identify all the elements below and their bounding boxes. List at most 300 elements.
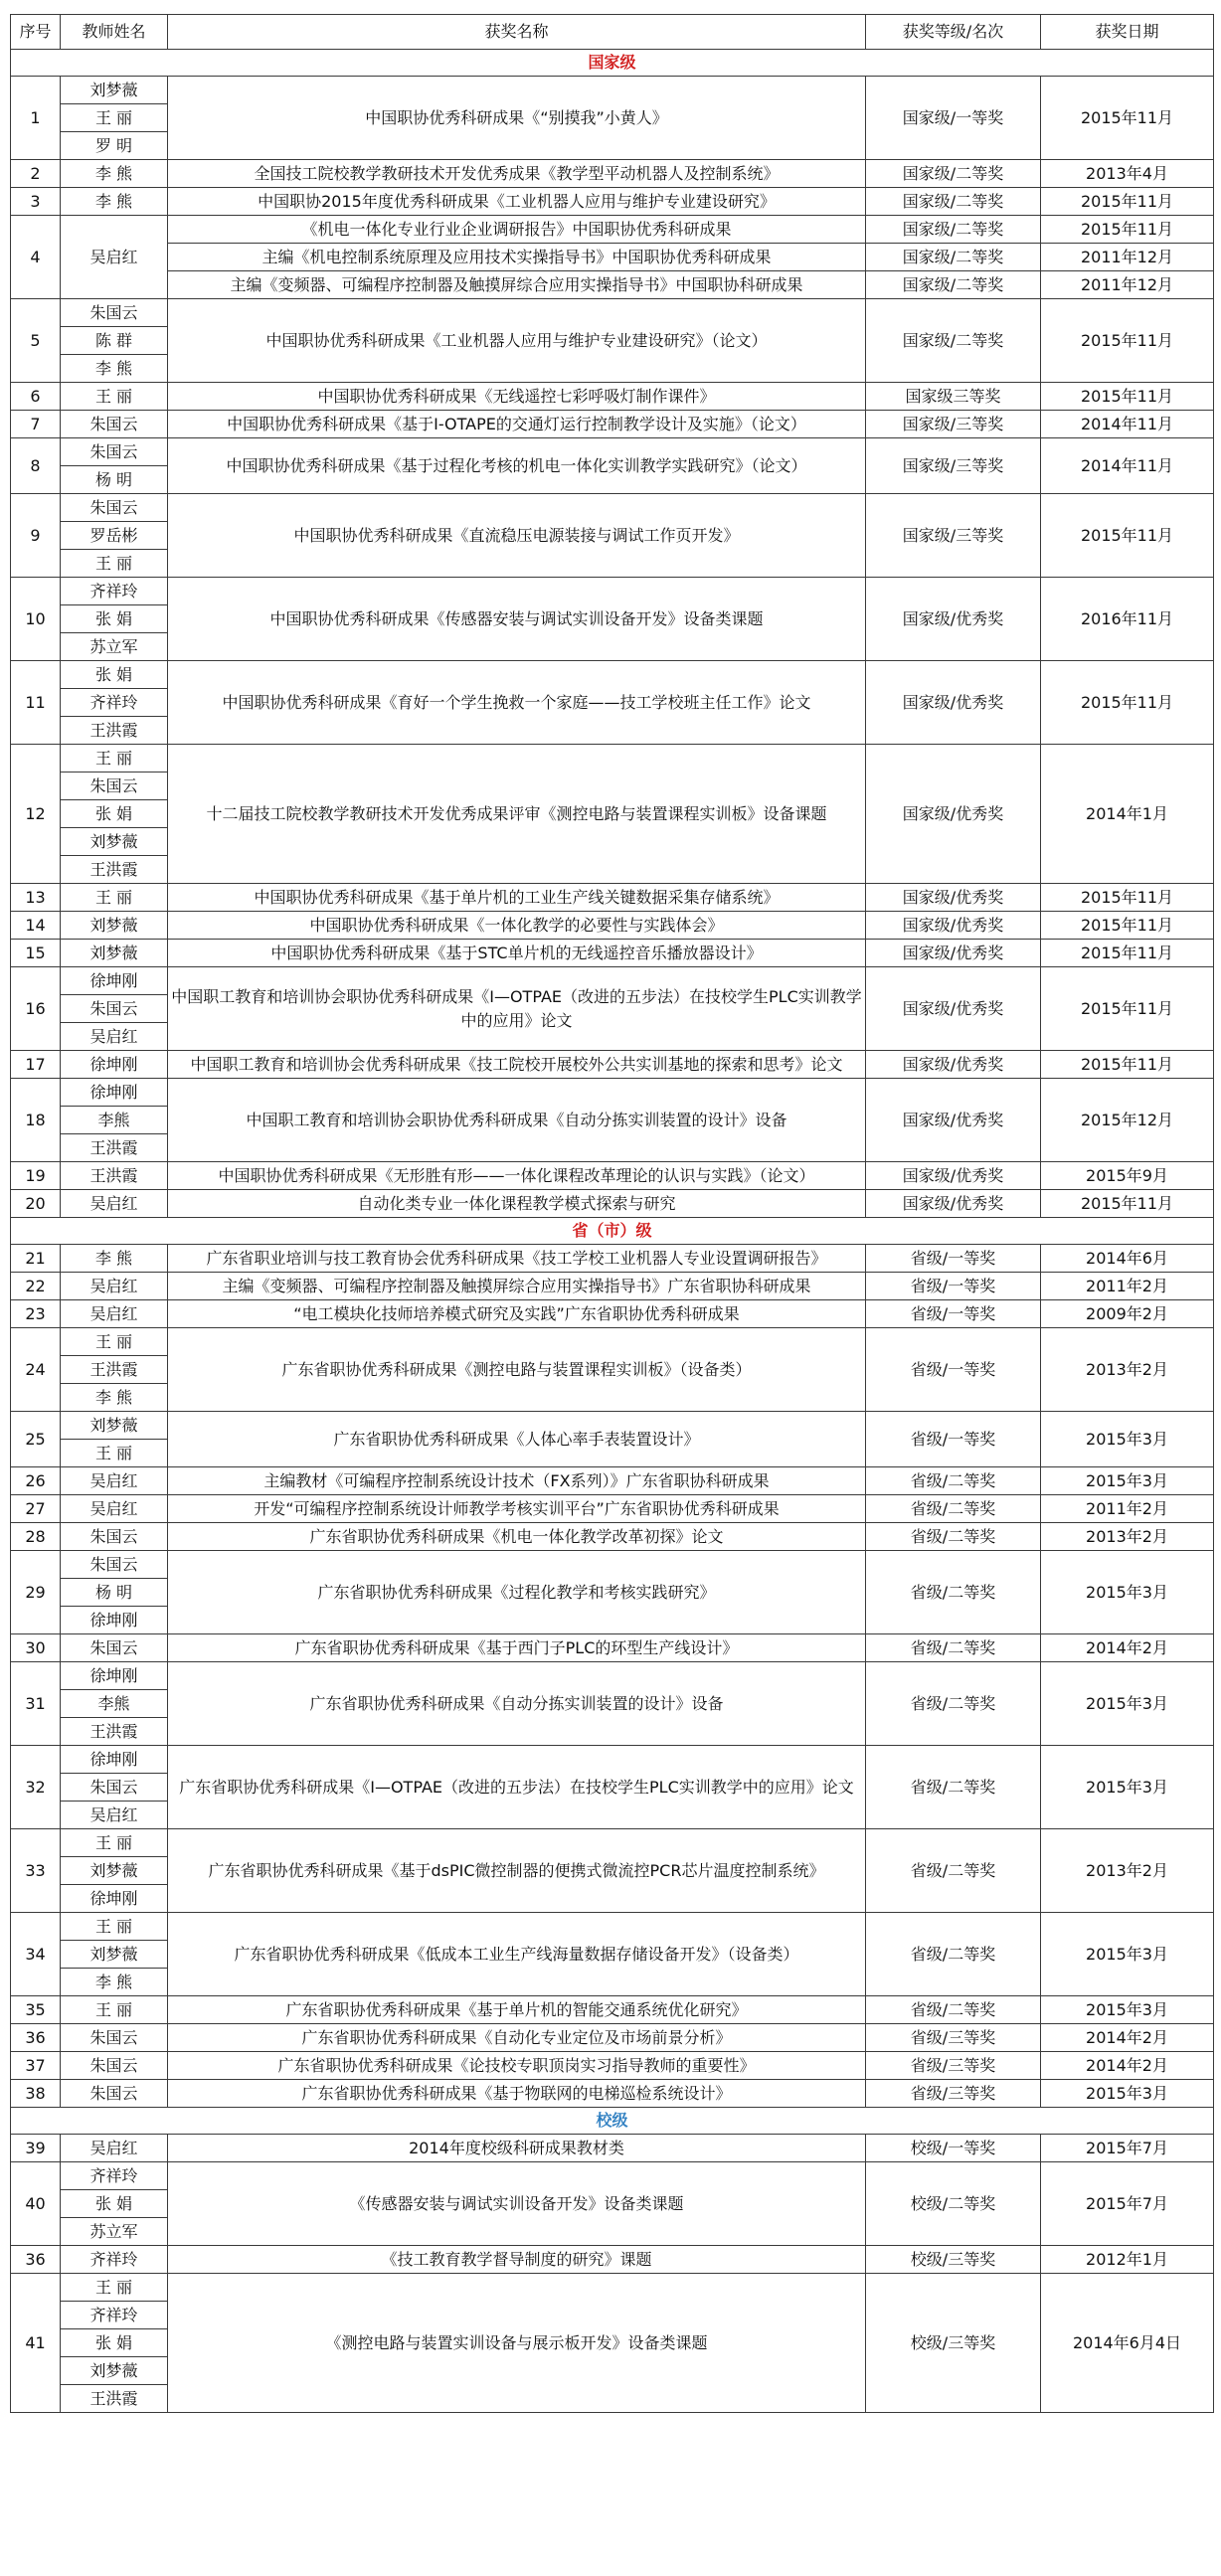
award-title: 主编《变频器、可编程序控制器及触摸屏综合应用实操指导书》广东省职协科研成果 [168, 1273, 866, 1300]
teacher-name: 李 熊 [61, 1384, 168, 1412]
teacher-name: 朱国云 [61, 2024, 168, 2052]
award-title: 中国职协优秀科研成果《一体化教学的必要性与实践体会》 [168, 912, 866, 940]
award-title: 全国技工院校教学教研技术开发优秀成果《教学型平动机器人及控制系统》 [168, 160, 866, 188]
award-level: 国家级/一等奖 [866, 77, 1041, 160]
teacher-name: 罗岳彬 [61, 522, 168, 550]
award-level: 校级/三等奖 [866, 2274, 1041, 2413]
table-row [11, 1273, 1214, 1300]
award-level: 省级/二等奖 [866, 1996, 1041, 2024]
award-title: 《测控电路与装置实训设备与展示板开发》设备类课题 [168, 2274, 866, 2413]
teacher-name: 刘梦薇 [61, 1857, 168, 1885]
award-level: 国家级/二等奖 [866, 216, 1041, 244]
section-header-row [11, 2108, 1214, 2135]
award-table-sheet [10, 14, 1213, 2413]
award-title: 中国职协优秀科研成果《基于单片机的工业生产线关键数据采集存储系统》 [168, 884, 866, 912]
award-level: 国家级/二等奖 [866, 244, 1041, 271]
table-row [11, 1467, 1214, 1495]
award-date: 2011年12月 [1041, 244, 1214, 271]
teacher-name: 王洪霞 [61, 856, 168, 884]
teacher-name: 王 丽 [61, 383, 168, 411]
award-level: 省级/二等奖 [866, 1662, 1041, 1746]
award-date: 2011年2月 [1041, 1495, 1214, 1523]
row-number: 18 [11, 1079, 61, 1162]
teacher-name: 吴启红 [61, 1495, 168, 1523]
teacher-name: 王 丽 [61, 745, 168, 773]
teacher-name: 李 熊 [61, 1969, 168, 1996]
row-number: 24 [11, 1328, 61, 1412]
award-date: 2015年3月 [1041, 1467, 1214, 1495]
teacher-name: 王 丽 [61, 550, 168, 578]
teacher-name: 苏立军 [61, 633, 168, 661]
award-title: 主编《机电控制系统原理及应用技术实操指导书》中国职协优秀科研成果 [168, 244, 866, 271]
teacher-name: 朱国云 [61, 411, 168, 438]
teacher-name: 吴启红 [61, 1023, 168, 1051]
award-table [10, 14, 1214, 2413]
table-row [11, 2052, 1214, 2080]
award-title: 中国职协优秀科研成果《“别摸我”小黄人》 [168, 77, 866, 160]
teacher-name: 王 丽 [61, 2274, 168, 2302]
teacher-name: 李熊 [61, 1690, 168, 1718]
table-row [11, 2024, 1214, 2052]
row-number: 11 [11, 661, 61, 745]
teacher-name: 苏立军 [61, 2218, 168, 2246]
teacher-name: 王洪霞 [61, 1162, 168, 1190]
row-number: 28 [11, 1523, 61, 1551]
award-title: 中国职协优秀科研成果《工业机器人应用与维护专业建设研究》（论文） [168, 299, 866, 383]
table-row [11, 967, 1214, 995]
award-level: 国家级/优秀奖 [866, 1162, 1041, 1190]
table-row [11, 271, 1214, 299]
award-title: 广东省职协优秀科研成果《自动分拣实训装置的设计》设备 [168, 1662, 866, 1746]
award-title: 广东省职协优秀科研成果《基于西门子PLC的环型生产线设计》 [168, 1634, 866, 1662]
teacher-name: 刘梦薇 [61, 1941, 168, 1969]
teacher-name: 吴启红 [61, 216, 168, 299]
table-row [11, 1245, 1214, 1273]
table-row [11, 1328, 1214, 1356]
award-title: 广东省职协优秀科研成果《论技校专职顶岗实习指导教师的重要性》 [168, 2052, 866, 2080]
award-title: 十二届技工院校教学教研技术开发优秀成果评审《测控电路与装置课程实训板》设备课题 [168, 745, 866, 884]
table-row [11, 578, 1214, 605]
table-row [11, 216, 1214, 244]
teacher-name: 吴启红 [61, 1273, 168, 1300]
row-number: 19 [11, 1162, 61, 1190]
award-title: 广东省职协优秀科研成果《I—OTPAE（改进的五步法）在技校学生PLC实训教学中的应用》论文 [168, 1746, 866, 1829]
award-title: 中国职协优秀科研成果《育好一个学生挽救一个家庭——技工学校班主任工作》论文 [168, 661, 866, 745]
table-row [11, 299, 1214, 327]
row-number: 37 [11, 2052, 61, 2080]
table-row [11, 1412, 1214, 1440]
row-number: 13 [11, 884, 61, 912]
row-number: 5 [11, 299, 61, 383]
row-number: 4 [11, 216, 61, 299]
teacher-name: 齐祥玲 [61, 689, 168, 717]
award-date: 2014年11月 [1041, 438, 1214, 494]
award-level: 国家级/优秀奖 [866, 884, 1041, 912]
award-date: 2015年11月 [1041, 77, 1214, 160]
teacher-name: 齐祥玲 [61, 578, 168, 605]
award-table-body [11, 50, 1214, 2413]
award-title: 广东省职协优秀科研成果《测控电路与装置课程实训板》（设备类） [168, 1328, 866, 1412]
award-date: 2015年11月 [1041, 216, 1214, 244]
teacher-name: 齐祥玲 [61, 2246, 168, 2274]
award-level: 省级/二等奖 [866, 1634, 1041, 1662]
award-level: 国家级/三等奖 [866, 411, 1041, 438]
award-date: 2015年3月 [1041, 1412, 1214, 1467]
table-row [11, 2162, 1214, 2190]
table-row [11, 160, 1214, 188]
row-number: 9 [11, 494, 61, 578]
award-title: 开发“可编程序控制系统设计师教学考核实训平台”广东省职协优秀科研成果 [168, 1495, 866, 1523]
award-date: 2015年11月 [1041, 494, 1214, 578]
award-title: 中国职协优秀科研成果《基于I-OTAPE的交通灯运行控制教学设计及实施》（论文） [168, 411, 866, 438]
award-title: 广东省职协优秀科研成果《基于物联网的电梯巡检系统设计》 [168, 2080, 866, 2108]
award-date: 2013年2月 [1041, 1829, 1214, 1913]
award-level: 省级/一等奖 [866, 1245, 1041, 1273]
award-level: 国家级/二等奖 [866, 271, 1041, 299]
teacher-name: 刘梦薇 [61, 77, 168, 104]
award-title: 广东省职协优秀科研成果《自动化专业定位及市场前景分析》 [168, 2024, 866, 2052]
award-date: 2011年2月 [1041, 1273, 1214, 1300]
award-level: 省级/三等奖 [866, 2052, 1041, 2080]
table-row [11, 745, 1214, 773]
teacher-name: 刘梦薇 [61, 1412, 168, 1440]
award-date: 2015年3月 [1041, 1551, 1214, 1634]
award-title: 中国职工教育和培训协会职协优秀科研成果《自动分拣实训装置的设计》设备 [168, 1079, 866, 1162]
teacher-name: 王洪霞 [61, 1718, 168, 1746]
row-number: 17 [11, 1051, 61, 1079]
award-title: 广东省职协优秀科研成果《过程化教学和考核实践研究》 [168, 1551, 866, 1634]
teacher-name: 徐坤刚 [61, 1662, 168, 1690]
teacher-name: 吴启红 [61, 2135, 168, 2162]
row-number: 26 [11, 1467, 61, 1495]
teacher-name: 王 丽 [61, 1996, 168, 2024]
table-row [11, 1746, 1214, 1774]
award-level: 省级/二等奖 [866, 1523, 1041, 1551]
award-level: 国家级/优秀奖 [866, 1079, 1041, 1162]
teacher-name: 朱国云 [61, 995, 168, 1023]
table-row [11, 912, 1214, 940]
award-date: 2015年3月 [1041, 2080, 1214, 2108]
teacher-name: 齐祥玲 [61, 2302, 168, 2329]
row-number: 15 [11, 940, 61, 967]
award-date: 2013年2月 [1041, 1328, 1214, 1412]
table-row [11, 188, 1214, 216]
award-date: 2016年11月 [1041, 578, 1214, 661]
header-row [11, 15, 1214, 50]
award-title: 自动化类专业一体化课程教学模式探索与研究 [168, 1190, 866, 1218]
teacher-name: 朱国云 [61, 1523, 168, 1551]
teacher-name: 刘梦薇 [61, 940, 168, 967]
table-row [11, 1996, 1214, 2024]
award-date: 2015年11月 [1041, 661, 1214, 745]
award-title: 广东省职协优秀科研成果《机电一体化教学改革初探》论文 [168, 1523, 866, 1551]
teacher-name: 张 娟 [61, 605, 168, 633]
row-number: 38 [11, 2080, 61, 2108]
award-date: 2015年3月 [1041, 1913, 1214, 1996]
award-date: 2015年3月 [1041, 1662, 1214, 1746]
teacher-name: 朱国云 [61, 2052, 168, 2080]
award-title: 中国职协优秀科研成果《基于过程化考核的机电一体化实训教学实践研究》（论文） [168, 438, 866, 494]
teacher-name: 王洪霞 [61, 717, 168, 745]
table-row [11, 1051, 1214, 1079]
row-number: 21 [11, 1245, 61, 1273]
section-title: 校级 [11, 2108, 1214, 2135]
section-title: 国家级 [11, 50, 1214, 77]
table-row [11, 1190, 1214, 1218]
award-title: 广东省职协优秀科研成果《基于dsPIC微控制器的便携式微流控PCR芯片温度控制系统》 [168, 1829, 866, 1913]
teacher-name: 王 丽 [61, 1440, 168, 1467]
table-row [11, 244, 1214, 271]
teacher-name: 陈 群 [61, 327, 168, 355]
row-number: 16 [11, 967, 61, 1051]
teacher-name: 朱国云 [61, 1551, 168, 1579]
award-date: 2015年7月 [1041, 2135, 1214, 2162]
award-level: 校级/三等奖 [866, 2246, 1041, 2274]
table-row [11, 1523, 1214, 1551]
award-level: 省级/三等奖 [866, 2024, 1041, 2052]
row-number: 3 [11, 188, 61, 216]
teacher-name: 刘梦薇 [61, 912, 168, 940]
award-level: 国家级/优秀奖 [866, 940, 1041, 967]
teacher-name: 徐坤刚 [61, 1051, 168, 1079]
award-level: 国家级/优秀奖 [866, 578, 1041, 661]
teacher-name: 王 丽 [61, 884, 168, 912]
award-date: 2015年11月 [1041, 912, 1214, 940]
award-title: 中国职协优秀科研成果《直流稳压电源装接与调试工作页开发》 [168, 494, 866, 578]
award-title: 中国职协优秀科研成果《无线遥控七彩呼吸灯制作课件》 [168, 383, 866, 411]
award-level: 国家级三等奖 [866, 383, 1041, 411]
award-date: 2015年11月 [1041, 1051, 1214, 1079]
award-level: 国家级/优秀奖 [866, 1051, 1041, 1079]
teacher-name: 徐坤刚 [61, 1079, 168, 1107]
award-date: 2012年1月 [1041, 2246, 1214, 2274]
award-title: 广东省职协优秀科研成果《基于单片机的智能交通系统优化研究》 [168, 1996, 866, 2024]
award-title: 主编教材《可编程序控制系统设计技术（FX系列）》广东省职协科研成果 [168, 1467, 866, 1495]
award-date: 2014年1月 [1041, 745, 1214, 884]
section-header-row [11, 1218, 1214, 1245]
award-date: 2009年2月 [1041, 1300, 1214, 1328]
award-date: 2015年11月 [1041, 884, 1214, 912]
teacher-name: 李 熊 [61, 188, 168, 216]
row-number: 14 [11, 912, 61, 940]
table-row [11, 438, 1214, 466]
teacher-name: 李 熊 [61, 1245, 168, 1273]
teacher-name: 徐坤刚 [61, 1746, 168, 1774]
award-level: 校级/二等奖 [866, 2162, 1041, 2246]
teacher-name: 罗 明 [61, 132, 168, 160]
award-level: 国家级/三等奖 [866, 438, 1041, 494]
row-number: 22 [11, 1273, 61, 1300]
award-title: 中国职工教育和培训协会职协优秀科研成果《I—OTPAE（改进的五步法）在技校学生PLC实训教学中的应用》论文 [168, 967, 866, 1051]
table-row [11, 1495, 1214, 1523]
header-level: 获奖等级/名次 [866, 15, 1041, 50]
row-number: 2 [11, 160, 61, 188]
award-date: 2015年11月 [1041, 188, 1214, 216]
teacher-name: 王洪霞 [61, 2385, 168, 2413]
teacher-name: 王 丽 [61, 1328, 168, 1356]
award-level: 省级/二等奖 [866, 1467, 1041, 1495]
teacher-name: 吴启红 [61, 1802, 168, 1829]
teacher-name: 李熊 [61, 1107, 168, 1134]
header-no: 序号 [11, 15, 61, 50]
table-row [11, 2246, 1214, 2274]
teacher-name: 王洪霞 [61, 1356, 168, 1384]
award-level: 省级/一等奖 [866, 1328, 1041, 1412]
row-number: 27 [11, 1495, 61, 1523]
row-number: 35 [11, 1996, 61, 2024]
table-row [11, 1634, 1214, 1662]
header-date: 获奖日期 [1041, 15, 1214, 50]
award-date: 2015年11月 [1041, 299, 1214, 383]
award-title: 《传感器安装与调试实训设备开发》设备类课题 [168, 2162, 866, 2246]
award-date: 2014年2月 [1041, 2024, 1214, 2052]
row-number: 7 [11, 411, 61, 438]
award-title: 2014年度校级科研成果教材类 [168, 2135, 866, 2162]
row-number: 41 [11, 2274, 61, 2413]
award-level: 省级/二等奖 [866, 1746, 1041, 1829]
table-row [11, 2080, 1214, 2108]
teacher-name: 王 丽 [61, 1913, 168, 1941]
teacher-name: 徐坤刚 [61, 1607, 168, 1634]
table-row [11, 884, 1214, 912]
teacher-name: 吴启红 [61, 1467, 168, 1495]
award-date: 2015年3月 [1041, 1996, 1214, 2024]
award-title: 中国职协优秀科研成果《基于STC单片机的无线遥控音乐播放器设计》 [168, 940, 866, 967]
table-row [11, 1551, 1214, 1579]
award-level: 省级/一等奖 [866, 1273, 1041, 1300]
teacher-name: 李 熊 [61, 355, 168, 383]
award-level: 省级/一等奖 [866, 1412, 1041, 1467]
award-level: 国家级/二等奖 [866, 160, 1041, 188]
table-row [11, 940, 1214, 967]
award-level: 国家级/优秀奖 [866, 1190, 1041, 1218]
teacher-name: 齐祥玲 [61, 2162, 168, 2190]
award-date: 2013年4月 [1041, 160, 1214, 188]
row-number: 39 [11, 2135, 61, 2162]
row-number: 25 [11, 1412, 61, 1467]
award-title: 《技工教育教学督导制度的研究》课题 [168, 2246, 866, 2274]
row-number: 6 [11, 383, 61, 411]
award-level: 省级/一等奖 [866, 1300, 1041, 1328]
teacher-name: 朱国云 [61, 438, 168, 466]
row-number: 34 [11, 1913, 61, 1996]
table-row [11, 1162, 1214, 1190]
award-date: 2015年7月 [1041, 2162, 1214, 2246]
table-row [11, 2274, 1214, 2302]
teacher-name: 朱国云 [61, 773, 168, 800]
header-award: 获奖名称 [168, 15, 866, 50]
teacher-name: 吴启红 [61, 1190, 168, 1218]
teacher-name: 杨 明 [61, 1579, 168, 1607]
teacher-name: 刘梦薇 [61, 2357, 168, 2385]
award-level: 国家级/优秀奖 [866, 912, 1041, 940]
award-date: 2015年9月 [1041, 1162, 1214, 1190]
teacher-name: 朱国云 [61, 2080, 168, 2108]
award-date: 2015年12月 [1041, 1079, 1214, 1162]
teacher-name: 吴启红 [61, 1300, 168, 1328]
award-title: 中国职协优秀科研成果《传感器安装与调试实训设备开发》设备类课题 [168, 578, 866, 661]
award-title: 中国职工教育和培训协会优秀科研成果《技工院校开展校外公共实训基地的探索和思考》论文 [168, 1051, 866, 1079]
teacher-name: 朱国云 [61, 1774, 168, 1802]
teacher-name: 刘梦薇 [61, 828, 168, 856]
row-number: 36 [11, 2024, 61, 2052]
award-title: 中国职协优秀科研成果《无形胜有形——一体化课程改革理论的认识与实践》（论文） [168, 1162, 866, 1190]
table-row [11, 383, 1214, 411]
award-level: 国家级/三等奖 [866, 494, 1041, 578]
row-number: 36 [11, 2246, 61, 2274]
row-number: 1 [11, 77, 61, 160]
award-date: 2015年11月 [1041, 1190, 1214, 1218]
table-row [11, 494, 1214, 522]
award-date: 2015年11月 [1041, 967, 1214, 1051]
row-number: 23 [11, 1300, 61, 1328]
award-date: 2015年11月 [1041, 940, 1214, 967]
table-row [11, 1829, 1214, 1857]
teacher-name: 李 熊 [61, 160, 168, 188]
award-level: 省级/二等奖 [866, 1829, 1041, 1913]
teacher-name: 徐坤刚 [61, 967, 168, 995]
award-title: 广东省职协优秀科研成果《低成本工业生产线海量数据存储设备开发》（设备类） [168, 1913, 866, 1996]
teacher-name: 王 丽 [61, 1829, 168, 1857]
table-row [11, 2135, 1214, 2162]
teacher-name: 王 丽 [61, 104, 168, 132]
section-title: 省（市）级 [11, 1218, 1214, 1245]
award-date: 2014年2月 [1041, 1634, 1214, 1662]
award-level: 国家级/二等奖 [866, 188, 1041, 216]
row-number: 40 [11, 2162, 61, 2246]
table-row [11, 661, 1214, 689]
teacher-name: 张 娟 [61, 800, 168, 828]
award-date: 2011年12月 [1041, 271, 1214, 299]
award-level: 省级/二等奖 [866, 1913, 1041, 1996]
table-row [11, 1662, 1214, 1690]
award-date: 2014年6月4日 [1041, 2274, 1214, 2413]
award-title: “电工模块化技师培养模式研究及实践”广东省职协优秀科研成果 [168, 1300, 866, 1328]
award-title: 广东省职协优秀科研成果《人体心率手表装置设计》 [168, 1412, 866, 1467]
teacher-name: 张 娟 [61, 2329, 168, 2357]
header-teacher: 教师姓名 [61, 15, 168, 50]
award-level: 省级/二等奖 [866, 1551, 1041, 1634]
table-row [11, 1079, 1214, 1107]
teacher-name: 杨 明 [61, 466, 168, 494]
teacher-name: 朱国云 [61, 1634, 168, 1662]
section-header-row [11, 50, 1214, 77]
teacher-name: 王洪霞 [61, 1134, 168, 1162]
award-date: 2014年2月 [1041, 2052, 1214, 2080]
award-level: 国家级/优秀奖 [866, 967, 1041, 1051]
award-title: 中国职协2015年度优秀科研成果《工业机器人应用与维护专业建设研究》 [168, 188, 866, 216]
table-row [11, 1913, 1214, 1941]
row-number: 8 [11, 438, 61, 494]
teacher-name: 张 娟 [61, 2190, 168, 2218]
award-level: 国家级/优秀奖 [866, 661, 1041, 745]
row-number: 29 [11, 1551, 61, 1634]
award-level: 国家级/二等奖 [866, 299, 1041, 383]
row-number: 20 [11, 1190, 61, 1218]
award-date: 2014年11月 [1041, 411, 1214, 438]
teacher-name: 朱国云 [61, 299, 168, 327]
award-level: 校级/一等奖 [866, 2135, 1041, 2162]
award-title: 主编《变频器、可编程序控制器及触摸屏综合应用实操指导书》中国职协科研成果 [168, 271, 866, 299]
award-level: 省级/二等奖 [866, 1495, 1041, 1523]
row-number: 12 [11, 745, 61, 884]
award-date: 2015年3月 [1041, 1746, 1214, 1829]
teacher-name: 徐坤刚 [61, 1885, 168, 1913]
award-level: 省级/三等奖 [866, 2080, 1041, 2108]
row-number: 33 [11, 1829, 61, 1913]
award-level: 国家级/优秀奖 [866, 745, 1041, 884]
teacher-name: 张 娟 [61, 661, 168, 689]
